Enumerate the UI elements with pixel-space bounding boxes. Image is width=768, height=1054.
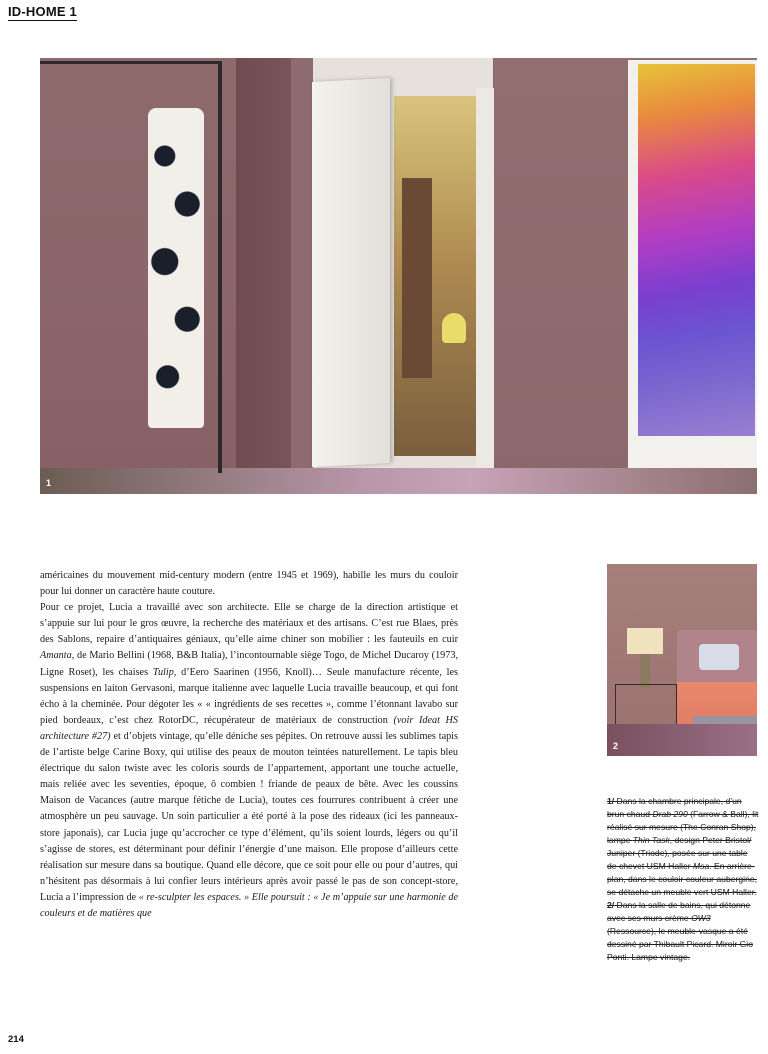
caption-text: (Farrow & Ball), lit réalisé sur mesure (The Conran Shop), lampe bbox=[607, 809, 759, 845]
caption-text: , design Peter Bristol/ Juniper (Triode), posée sur une table de chevet USM Haller bbox=[607, 835, 752, 871]
caption-text: (Ressource), le meuble-vasque a été dessiné par Thibault Picard. Miroir Gio Ponti. Lampe vintage. bbox=[607, 926, 753, 962]
photo-wall-left bbox=[40, 58, 236, 494]
photo-wall-mid bbox=[291, 58, 313, 478]
caption-text: Dans la chambre principale, d’un brun chaud bbox=[607, 796, 742, 819]
text-run-italic: Tulip, bbox=[152, 666, 177, 678]
photo-number: 1 bbox=[46, 478, 52, 488]
photo-interior-panel bbox=[402, 178, 432, 378]
article-paragraph-2 bbox=[40, 600, 458, 922]
photo-door-jamb bbox=[476, 88, 494, 478]
photo-lampshade bbox=[627, 628, 663, 654]
main-photo bbox=[40, 58, 757, 494]
photo-tulip-chair bbox=[442, 313, 466, 343]
text-run: Pour ce projet, Lucia a travaillé avec son architecte. Elle se charge de la direction artistique et s’appuie sur lui pour le gros œuvre, la recherche des matériaux et des artisans. C’est rue Blaes, près des Sablons, repaire d’antiquaires géniaux, qu’elle aime chiner son mobilier : les fauteuils en cuir bbox=[40, 602, 458, 646]
photo-clothes-rack-bar bbox=[40, 61, 220, 64]
photo-clothes-rack-pole bbox=[218, 61, 222, 473]
photo-floor bbox=[40, 468, 757, 494]
article-body bbox=[40, 568, 458, 922]
text-run-italic: Amanta, bbox=[40, 650, 75, 662]
caption-text-italic: Msa bbox=[692, 861, 710, 871]
photo-rug bbox=[607, 724, 757, 756]
text-run-italic: (voir Ideat HS architecture #27) bbox=[40, 714, 459, 742]
photo-artwork bbox=[638, 64, 755, 436]
caption-number-2: 2/ bbox=[607, 900, 615, 910]
photo-lamp-base bbox=[640, 654, 650, 688]
caption-text-italic: Drab 290 bbox=[652, 809, 688, 819]
photo-caption bbox=[607, 795, 759, 964]
running-head: ID-HOME 1 bbox=[8, 4, 77, 19]
photo-open-door bbox=[312, 78, 390, 467]
photo-pillar bbox=[236, 58, 291, 478]
text-run: et d’objets vintage, qu’elle déniche ses pépites. On retrouve aussi les sublimes tapis de l’artiste belge Carine Boxy, qui utilise des peaux de mouton teintées naturellement. Le tapis bleu électrique du salon twiste avec les coloris sourds de l’appartement, apportant une touche actuelle, mais reliée avec les seventies, époque, ô combien ! friande de peaux de bête. Avec les coussins Maison de Vacances (autre marque fétiche de Lucia), toutes ces fourrures contribuent à créer une atmosphère un peu sauvage. Un soin particulier a été porté à la pose des rideaux (ici les panneaux-store japonais), car Lucia juge qu’accrocher ce type d’élément, qu’ils soient lourds, légers ou qu’il s’agisse de stores, est déterminant pour définir l’énergie d’une maison. Elle propose d’ailleurs cette réalisation sur mesure dans sa boutique. Quand elle décore, que ce soit pour elle ou pour d’autres, qui n’hésitent pas désormais à lui confier leurs intérieurs après avoir passé le pas de son concept-store, Lucia a l’impression de bbox=[40, 730, 458, 903]
secondary-photo bbox=[607, 564, 757, 756]
photo-garment bbox=[148, 108, 204, 428]
caption-text: Dans la salle de bains, qui détonne avec ses murs crème bbox=[607, 900, 751, 923]
text-run-italic: « re-sculpter les espaces. » Elle poursuit : « Je m’appuie sur une harmonie de couleurs et de matières que bbox=[40, 891, 458, 919]
caption-text-italic: OW3 bbox=[691, 913, 711, 923]
caption-text-italic: Thin Task bbox=[632, 835, 670, 845]
text-run: d’Eero Saarinen (1956, Knoll)… Seule manufacture récente, les suspensions en laiton Gervasoni, marque italienne avec laquelle Lucia travaille beaucoup, et qui font écho à la cheminée. Pour dégoter les « « ingrédients de ses recettes », comme l’étonnant lavabo sur pied bordeaux, c’est chez RotorDC, récupérateur de matériaux de construction bbox=[40, 666, 458, 726]
caption-text: . En arrière-plan, dans le couloir couleur aubergine, se détache un meuble vert USM Haller. bbox=[607, 861, 758, 897]
page-number: 214 bbox=[8, 1034, 24, 1045]
text-run: de Mario Bellini (1968, B&B Italia), l’incontournable siège Togo, de Michel Ducaroy (1973, Ligne Roset), les chaises bbox=[40, 650, 458, 678]
article-paragraph-1: américaines du mouvement mid-century modern (entre 1945 et 1969), habille les murs du couloir pour lui donner un caractère haute couture. bbox=[40, 570, 458, 598]
caption-number-1: 1/ bbox=[607, 796, 615, 806]
photo-pillow bbox=[699, 644, 739, 670]
photo-number: 2 bbox=[613, 741, 619, 751]
photo-side-table bbox=[615, 684, 677, 726]
